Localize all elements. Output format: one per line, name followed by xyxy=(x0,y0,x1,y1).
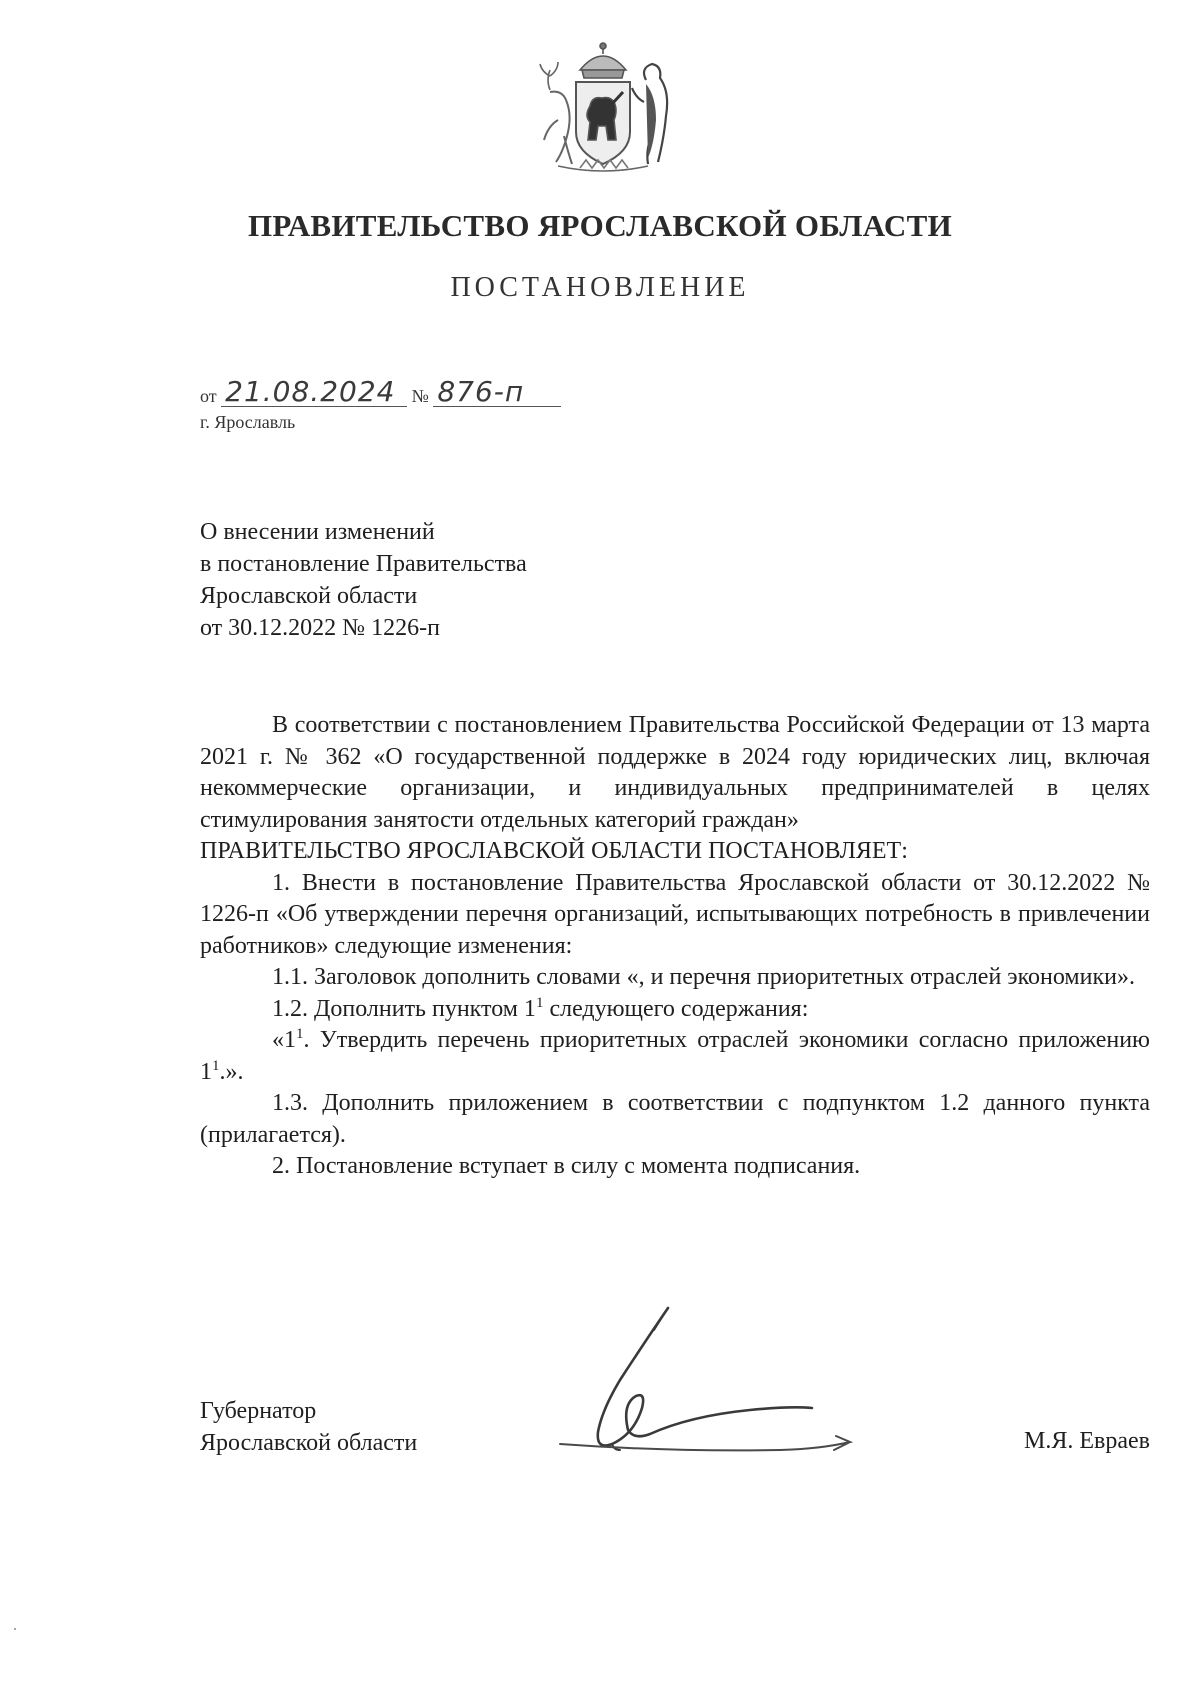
subject-line: О внесении изменений xyxy=(200,519,435,545)
number-prefix: № xyxy=(411,386,429,406)
scan-speck xyxy=(14,1628,16,1630)
registration-line xyxy=(200,375,561,408)
item-1-2-text-end: следующего содержания: xyxy=(543,995,809,1022)
quote-text-end: .». xyxy=(219,1058,244,1085)
superscript: 1 xyxy=(296,1026,304,1042)
document-body xyxy=(200,710,1150,1183)
quote-text-start: «1 xyxy=(272,1027,296,1053)
position-line: Ярославской области xyxy=(200,1430,418,1456)
handwritten-date: 21.08.2024 xyxy=(221,378,407,407)
superscript: 1 xyxy=(212,1057,220,1074)
subject-line: Ярославской области xyxy=(200,583,418,609)
item-1-3-paragraph: 1.3. Дополнить приложением в соответствии с подпунктом 1.2 данного пункта (прилагается). xyxy=(200,1090,1150,1148)
handwritten-number: 876-п xyxy=(433,378,561,407)
document-subject xyxy=(200,516,527,644)
subject-line: в постановление Правительства xyxy=(200,551,527,577)
organization-title: ПРАВИТЕЛЬСТВО ЯРОСЛАВСКОЙ ОБЛАСТИ xyxy=(248,208,952,243)
date-prefix: от xyxy=(200,386,217,406)
resolves-heading: ПРАВИТЕЛЬСТВО ЯРОСЛАВСКОЙ ОБЛАСТИ ПОСТАНОВЛЯЕТ: xyxy=(200,838,908,864)
superscript: 1 xyxy=(535,994,544,1011)
position-line: Губернатор xyxy=(200,1398,317,1424)
signatory-position xyxy=(200,1395,417,1459)
handwritten-signature xyxy=(550,1300,920,1480)
document-type-heading: ПОСТАНОВЛЕНИЕ xyxy=(450,272,750,303)
item-1-1-paragraph: 1.1. Заголовок дополнить словами «, и перечня приоритетных отраслей экономики». xyxy=(272,964,1135,990)
quote-text-middle: . Утвердить перечень приоритетных отраслей экономики согласно приложению 1 xyxy=(200,1027,1150,1085)
item-2-paragraph: 2. Постановление вступает в силу с момента подписания. xyxy=(272,1153,861,1179)
item-1-2-paragraph xyxy=(200,994,1150,1026)
coat-of-arms-emblem xyxy=(528,40,678,180)
subject-line: от 30.12.2022 № 1226-п xyxy=(200,615,440,641)
city-label: г. Ярославль xyxy=(200,412,296,432)
item-1-2-text: 1.2. Дополнить пунктом 1 xyxy=(272,995,536,1022)
preamble-paragraph: В соответствии с постановлением Правительства Российской Федерации от 13 марта 2021 г. № 362 «О государственной поддержке в 2024 году юридических лиц, включая некоммерческие организации, и индивидуальных предпринимателей в целях стимулирования занятости отдельных категорий граждан» xyxy=(200,712,1150,833)
signatory-name: М.Я. Евраев xyxy=(1024,1428,1150,1454)
item-1-paragraph: 1. Внести в постановление Правительства Ярославской области от 30.12.2022 № 1226-п «Об утверждении перечня организаций, испытывающих потребность в привлечении работников» следующие изменения: xyxy=(200,869,1150,959)
quote-paragraph xyxy=(200,1025,1150,1088)
